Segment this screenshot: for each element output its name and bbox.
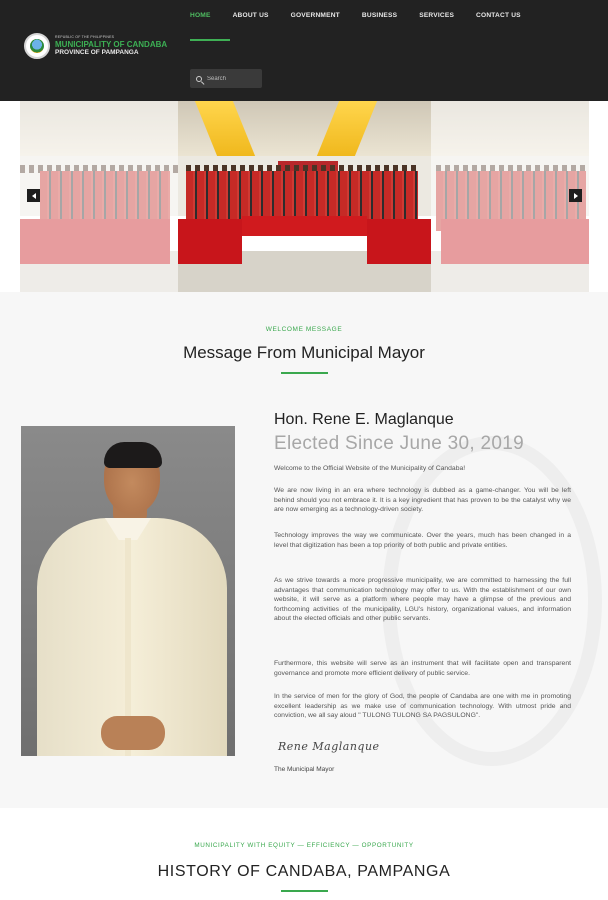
logo-text xyxy=(55,36,167,56)
history-section xyxy=(0,808,608,900)
search-input[interactable] xyxy=(207,76,261,82)
logo-province-name: PROVINCE OF PAMPANGA xyxy=(55,48,139,56)
active-nav-indicator xyxy=(190,39,230,41)
carousel-slide-current xyxy=(178,101,431,292)
nav-home[interactable]: HOME xyxy=(190,12,211,19)
signature-role: The Municipal Mayor xyxy=(274,766,335,773)
nav-business[interactable]: BUSINESS xyxy=(361,12,398,19)
nav-contact-us[interactable]: CONTACT US xyxy=(476,12,521,19)
message-paragraph: Furthermore, this website will serve as an instrument that will facilitate open and transparent governance and promote more efficient delivery of public service. xyxy=(274,660,571,677)
carousel-next-button[interactable] xyxy=(569,189,582,202)
search-icon xyxy=(196,76,202,82)
logo-subtitle: REPUBLIC OF THE PHILIPPINES xyxy=(55,35,115,39)
history-kicker: MUNICIPALITY WITH EQUITY — EFFICIENCY — OPPORTUNITY xyxy=(194,842,414,849)
message-paragraph: Technology improves the way we communicate. Over the years, much has been changed in a level that digitization has been a top priority of both public and private entities. xyxy=(274,532,571,549)
nav-services[interactable]: SERVICES xyxy=(419,12,455,19)
mayor-photo xyxy=(21,426,235,756)
welcome-kicker: WELCOME MESSAGE xyxy=(265,326,343,333)
message-paragraph: Welcome to the Official Website of the Municipality of Candaba! xyxy=(274,465,466,472)
mayor-name: Hon. Rene E. Maglanque xyxy=(274,411,454,428)
message-paragraph: As we strive towards a more progressive municipality, we are committed to harnessing the full advantages that communication technology may offer to us. With the establishment of our own website, it will serve as a platform where people may have a glimpse of the previous and forthcoming activities of the municipality, LGU's history, organizational values, and information about the elected officials and other public servants. xyxy=(274,577,571,622)
nav-government[interactable]: GOVERNMENT xyxy=(290,12,340,19)
welcome-title: Message From Municipal Mayor xyxy=(183,343,425,362)
mayor-elected-since: Elected Since June 30, 2019 xyxy=(274,433,524,454)
history-title: HISTORY OF CANDABA, PAMPANGA xyxy=(157,863,451,880)
carousel-slide-next xyxy=(431,101,589,292)
site-header xyxy=(0,0,608,101)
hero-carousel[interactable] xyxy=(0,101,608,292)
logo-municipality-name: MUNICIPALITY OF CANDABA xyxy=(55,39,168,49)
chevron-right-icon xyxy=(574,193,578,199)
chevron-left-icon xyxy=(32,193,36,199)
mayor-signature: Rene Maglanque xyxy=(278,740,380,753)
message-paragraph: In the service of men for the glory of God, the people of Candaba are one with me in promoting excellent leadership as we make use of communication technology. With utmost pride and conviction, we all say aloud " TULONG TULONG SA PAGSULONG". xyxy=(274,693,571,719)
search-box[interactable] xyxy=(190,69,262,88)
history-divider xyxy=(281,890,328,892)
carousel-slide-previous xyxy=(20,101,178,292)
nav-about-us[interactable]: ABOUT US xyxy=(232,12,269,19)
message-paragraph: We are now living in an era where technology is dubbed as a game-changer. You will be left behind should you not embrace it. It is a key ingredient that has proven to be the catalyst why we are now emerging as a technology-driven society. xyxy=(274,487,571,513)
site-logo[interactable] xyxy=(24,33,167,59)
main-nav xyxy=(190,12,543,19)
welcome-divider xyxy=(281,372,328,374)
carousel-prev-button[interactable] xyxy=(27,189,40,202)
municipal-seal-icon xyxy=(24,33,50,59)
